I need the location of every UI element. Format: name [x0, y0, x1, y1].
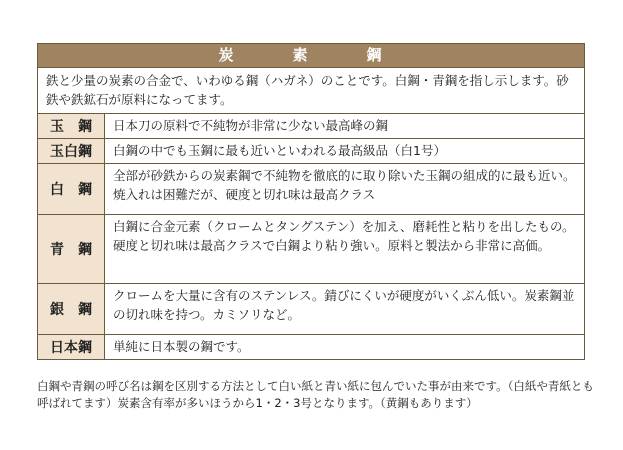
steel-name: 玉白鋼: [38, 139, 105, 163]
steel-name: 日本鋼: [38, 335, 105, 359]
steel-description: 白鋼に合金元素（クロームとタングステン）を加え、磨耗性と粘りを出したもの。硬度と切れ味は最高クラスで白鋼より粘り強い。原料と製法から非常に高価。: [113, 219, 575, 253]
table-row: [38, 284, 584, 335]
carbon-steel-table: [37, 43, 585, 360]
table-row: [38, 164, 584, 215]
steel-name: 銀 鋼: [38, 284, 105, 334]
intro-text: 鉄と少量の炭素の合金で、いわゆる鋼（ハガネ）のことです。白鋼・青鋼を指し示します。砂鉄や鉄鉱石が原料になってます。: [38, 68, 584, 114]
steel-description: 単純に日本製の鋼です。: [113, 339, 250, 354]
steel-name: 玉 鋼: [38, 114, 105, 138]
footnote: 白鋼や青鋼の呼び名は鋼を区別する方法として白い紙と青い紙に包んでいた事が由来です。（白紙や青紙とも呼ばれてます）炭素含有率が多いほうから1・2・3号となります。（黄鋼もあります）: [37, 379, 594, 410]
steel-description: 白鋼の中でも玉鋼に最も近いといわれる最高級品（白1号）: [113, 143, 446, 158]
steel-description: 全部が砂鉄からの炭素鋼で不純物を徹底的に取り除いた玉鋼の組成的に最も近い。焼入れは困難だが、硬度と切れ味は最高クラス: [113, 168, 576, 202]
table-row: [38, 114, 584, 139]
table-title: 炭 素 鋼: [38, 44, 584, 68]
table-row: [38, 335, 584, 359]
steel-name: 青 鋼: [38, 215, 105, 283]
table-row: [38, 215, 584, 284]
table-row: [38, 139, 584, 164]
steel-description: 日本刀の原料で不純物が非常に少ない最高峰の鋼: [113, 118, 389, 133]
steel-name: 白 鋼: [38, 164, 105, 214]
steel-description: クロームを大量に含有のステンレス。錆びにくいが硬度がいくぶん低い。炭素鋼並の切れ味を持つ。カミソリなど。: [113, 288, 575, 322]
